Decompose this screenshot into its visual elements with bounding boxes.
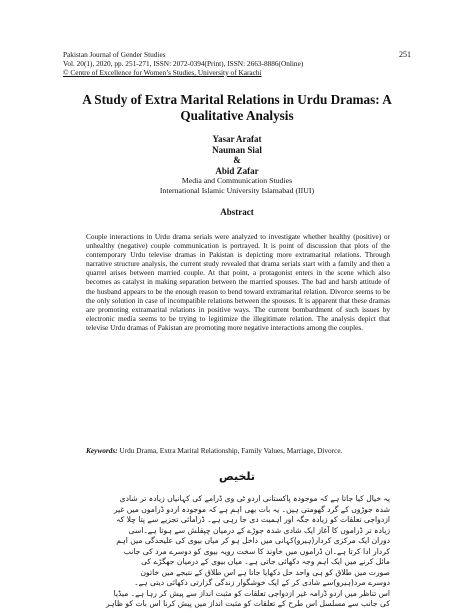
journal-volume: Vol. 20(1), 2020, pp. 251-271, ISSN: 2072-0394(Print), ISSN: 2663-8886(Online) <box>63 59 304 68</box>
page-number: 251 <box>399 50 411 59</box>
keywords-text: Urdu Drama, Extra Marital Relationship, Family Values, Marriage, Divorce. <box>117 446 343 455</box>
journal-name: Pakistan Journal of Gender Studies <box>63 50 166 59</box>
author-name: Abid Zafar <box>215 165 259 176</box>
urdu-line: دوران ایک مرکزی کردار(ہیرو)کہانی میں داخل ہو کر میاں بیوی کی علیحدگی میں اہم <box>116 536 390 545</box>
abstract-text: Couple interactions in Urdu drama serials were analyzed to investigate whether healthy (positive) or unhealthy (negative) couple communication is portrayed. It is point of discussion that plots of the contemporary Urdu televise dramas in Pakistan is depicting more extramarital relations. Through narrative structure analysis, the current study revealed that drama serials start with a family and then a quarrel arises between married couple. At that point, a protagonist enters in the scene which also becomes as catalyst in making separation between the married spouses. The bad and harsh attitude of the husband appears to be the enough reason to bend toward extramarital relation. Divorce seems to be the only solution in case of incompatible relations between the spouses. It is apparent that these dramas are promoting extramarital relations in positive ways. The current bombardment of such issues by electronic media seems to be trying to legitimize the illegitimate relation. The analysis depict that televise Urdu dramas of Pakistan are promoting more negative interactions among the couples. <box>86 232 390 332</box>
urdu-line: کردار ادا کرتا ہے۔ان ڈراموں میں خاوند کا سخت رویہ بیوی کو دوسرے مرد کی جانب <box>123 546 390 556</box>
urdu-line: کی جانب سے مسلسل اس طرح کے تعلقات کو مثبت انداز میں پیش کرنا اس بات کو ظاہر <box>105 599 390 608</box>
urdu-abstract-text <box>86 494 390 610</box>
paper-title: A Study of Extra Marital Relations in Urdu Dramas: A Qualitative Analysis <box>82 92 392 123</box>
urdu-line: زیادہ تر ڈراموں کا آغاز ایک شادی شدہ جوڑے کے درمیان چپقلش سے ہوتا ہے۔اسی <box>128 525 390 535</box>
author-block <box>60 134 414 195</box>
urdu-line: دوسرے مرد(ہیرو)سے شادی کر کے ایک خوشگوار زندگی گزارتی دکھائی دیتی ہے۔ <box>134 578 390 587</box>
urdu-line: اس تناظر میں اردو ڈرامہ غیر ازدواجی تعلقات کو مثبت انداز سے پیش کر رہا ہے۔ میڈیا <box>113 588 390 598</box>
abstract-heading: Abstract <box>220 207 254 217</box>
urdu-line: مائل کرنے میں ایک اہم وجہ دکھائی جاتی ہے۔ میاں بیوی کے درمیان جھگڑے کی <box>141 557 390 566</box>
journal-copyright: © Centre of Excellence for Women’s Studies, University of Karachi <box>63 68 262 77</box>
urdu-abstract-heading: تلخیص <box>218 470 256 483</box>
urdu-line: صورت میں طلاق کو ہی واحد حل دکھایا جاتا ہے اس طلاق کے نتیجے میں خاتون <box>140 567 390 577</box>
author-name: Yasar Arafat <box>212 134 262 144</box>
keywords <box>86 446 390 455</box>
keywords-label: Keywords: <box>86 446 118 455</box>
author-name: Nauman Sial <box>212 144 262 155</box>
urdu-line: ازدواجی تعلقات کو زیادہ جگہ اور اہمیت دی جا رہی ہے۔ ڈرامائی تجزیے سے پتا چلا کہ <box>116 515 390 524</box>
journal-header <box>63 50 413 77</box>
urdu-line: شدہ جوڑوں کے گرد گھومتی ہیں۔ یہ بات بھی اہم ہے کہ موجودہ اردو ڈراموں میں غیر <box>113 504 390 514</box>
author-department: Media and Communication Studies <box>181 176 293 185</box>
urdu-line: یہ خیال کیا جاتا ہے کہ موجودہ پاکستانی اردو ٹی وی ڈرامے کی کہانیاں زیادہ تر شادی <box>119 494 390 503</box>
author-ampersand: & <box>233 155 241 165</box>
author-university: International Islamic University Islamabad (IIUI) <box>159 185 315 195</box>
